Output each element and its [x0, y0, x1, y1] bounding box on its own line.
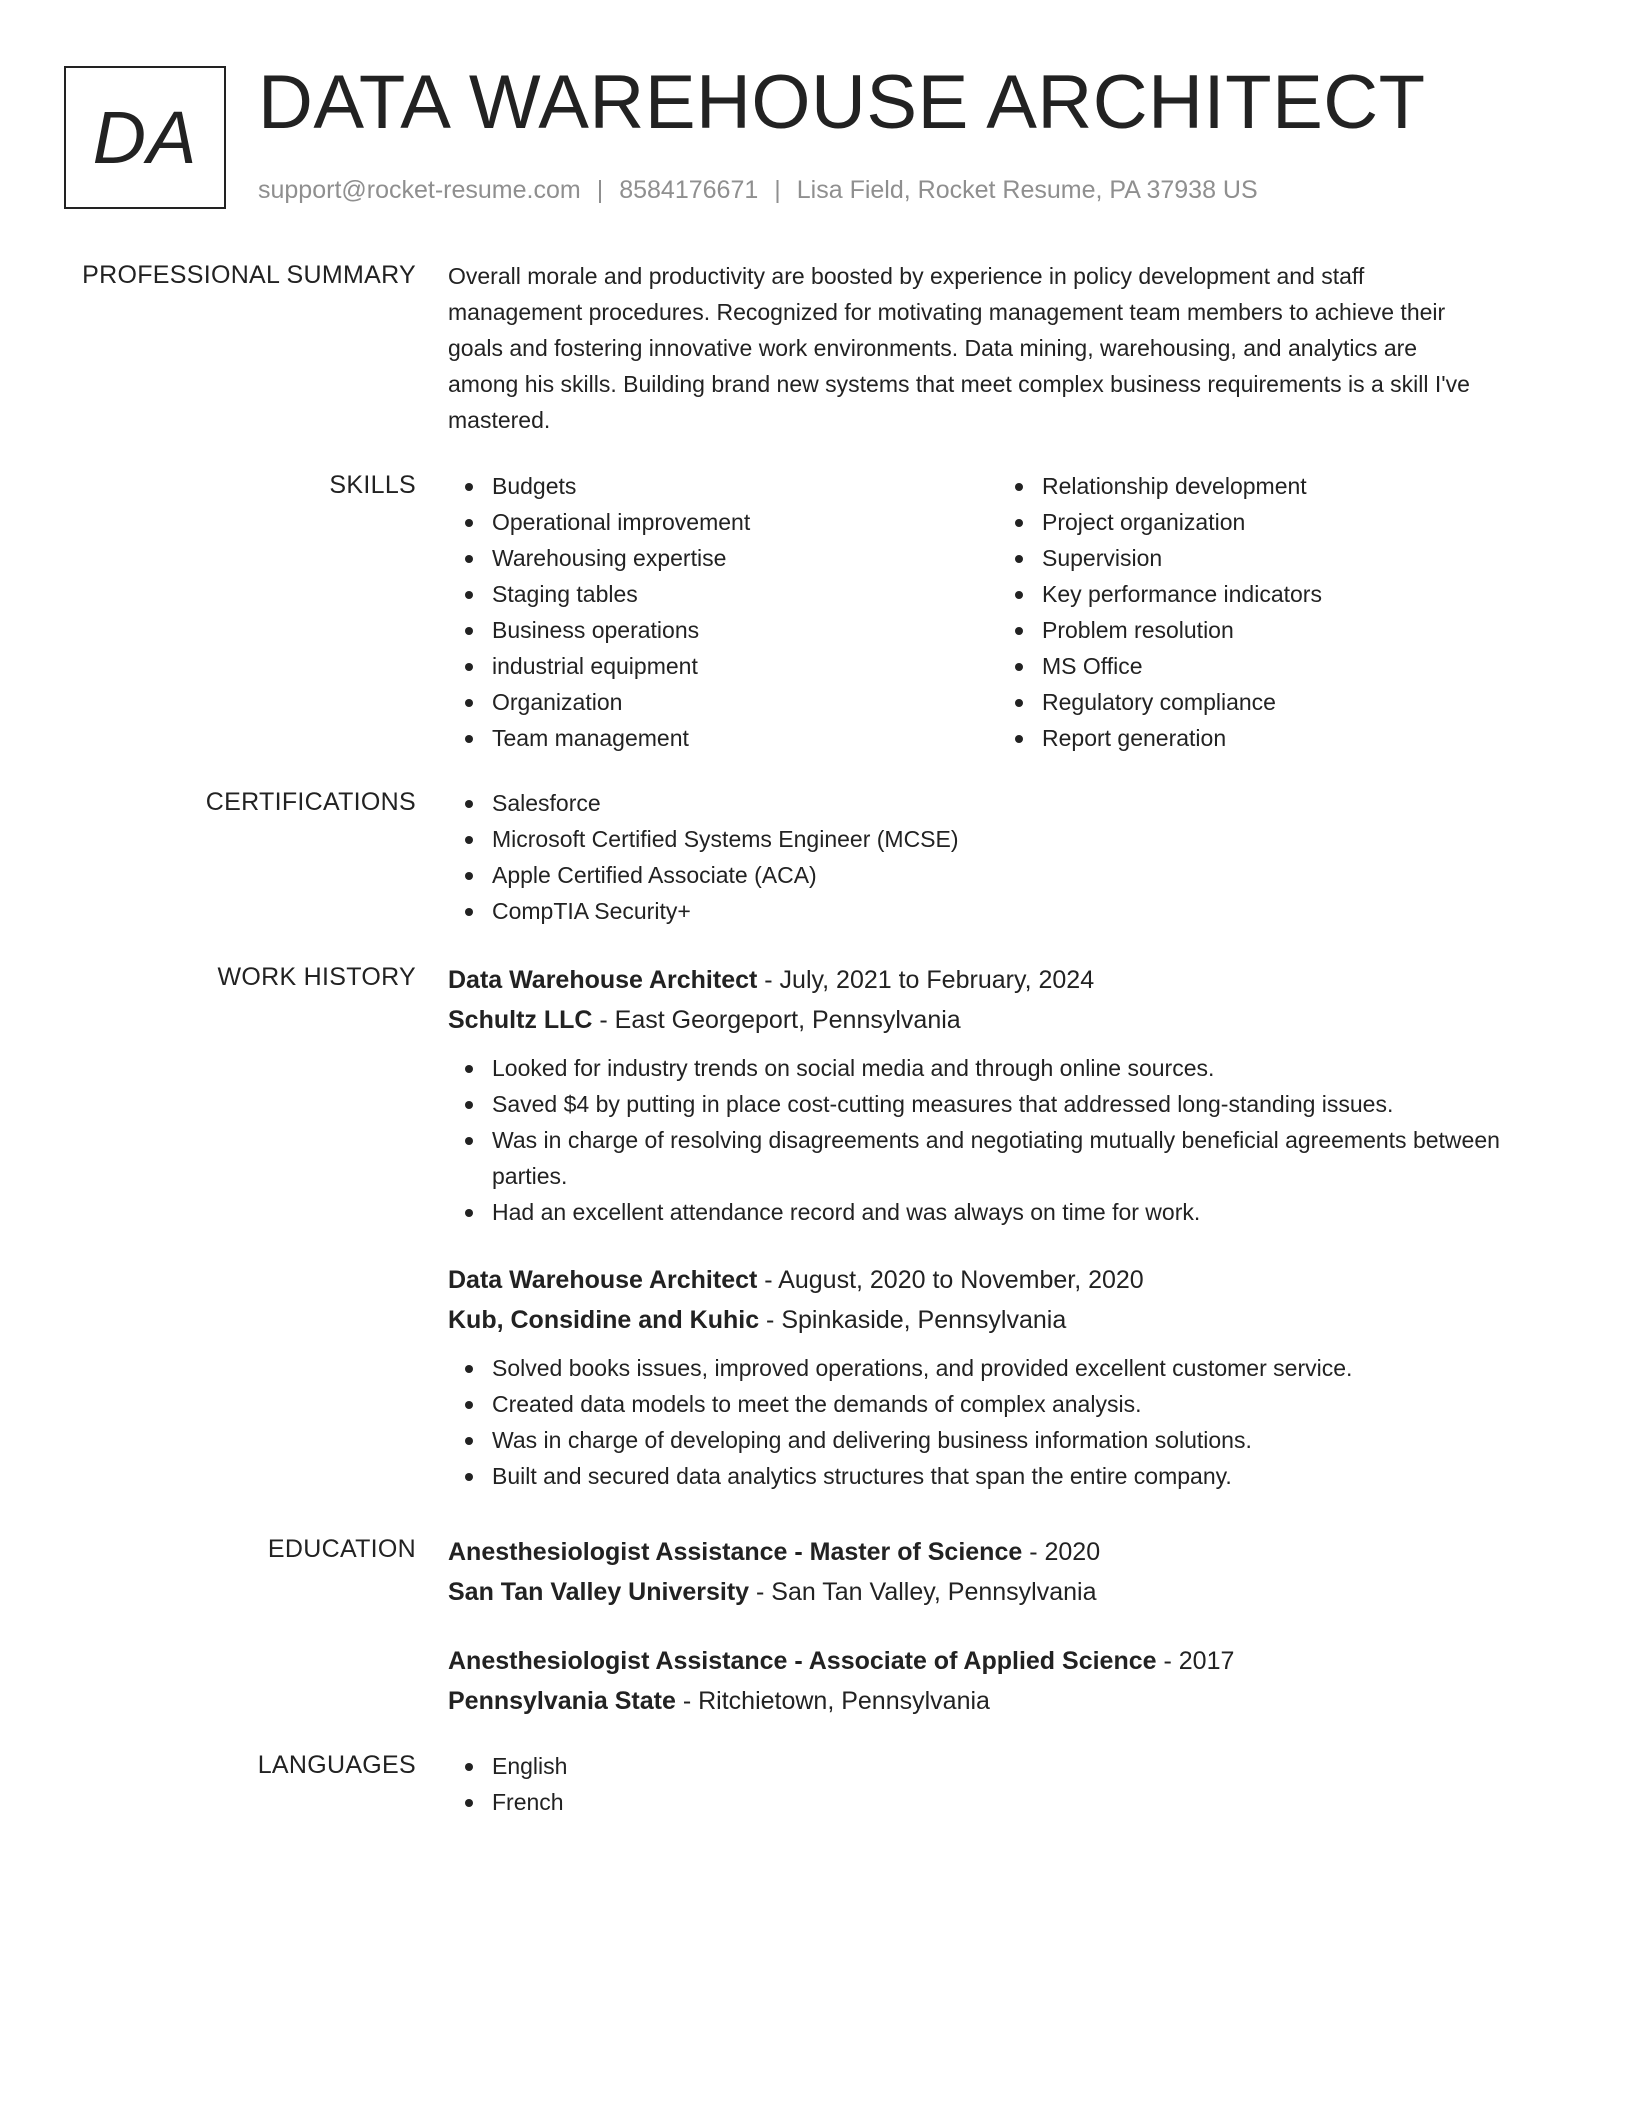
job-bullet-text: Built and secured data analytics structures that span the entire company.: [492, 1463, 1232, 1489]
skills-list-right: [998, 468, 1548, 756]
job-bullet: [448, 1194, 1568, 1230]
bullet-dot: [465, 663, 473, 671]
certification-item: [448, 785, 1568, 821]
bullet-dot: [1015, 591, 1023, 599]
skill-item: [448, 612, 998, 648]
certification-text: CompTIA Security+: [492, 898, 691, 924]
contact-separator: |: [774, 176, 781, 204]
degree-line: [448, 1641, 1568, 1681]
language-item: [448, 1784, 1568, 1820]
skill-text: Team management: [492, 725, 689, 751]
bullet-dot: [1015, 627, 1023, 635]
certification-item: [448, 857, 1568, 893]
education-entry: [448, 1532, 1568, 1612]
monogram-initials: DA: [92, 96, 198, 179]
bullet-dot: [1015, 519, 1023, 527]
skill-item: [998, 540, 1548, 576]
bullet-dot: [465, 483, 473, 491]
summary-line: among his skills. Building brand new systems that meet complex business requirements is a skill I've: [448, 371, 1470, 397]
job-location: - Spinkaside, Pennsylvania: [759, 1306, 1067, 1334]
certification-item: [448, 893, 1568, 929]
job-dates: - July, 2021 to February, 2024: [757, 966, 1095, 994]
job-bullet: [448, 1050, 1568, 1086]
job-entry: [448, 960, 1568, 1230]
skill-item: [998, 576, 1548, 612]
job-bullets: [448, 1050, 1568, 1230]
bullet-dot: [465, 1763, 473, 1771]
summary-line: Overall morale and productivity are boosted by experience in policy development and staff: [448, 263, 1365, 289]
bullet-dot: [465, 1401, 473, 1409]
section-label-summary: PROFESSIONAL SUMMARY: [82, 261, 416, 289]
summary-line: mastered.: [448, 407, 551, 433]
school-location: - Ritchietown, Pennsylvania: [675, 1687, 990, 1715]
language-text: French: [492, 1789, 564, 1815]
summary-text: [448, 258, 1568, 438]
job-bullets: [448, 1350, 1568, 1494]
job-title: Data Warehouse Architect: [448, 966, 758, 994]
job-bullet: [448, 1350, 1568, 1386]
degree: Anesthesiologist Assistance - Associate of Applied Science: [448, 1647, 1157, 1675]
resume-title: DATA WAREHOUSE ARCHITECT: [258, 60, 1426, 145]
job-title-line: [448, 960, 1568, 1000]
certification-item: [448, 821, 1568, 857]
school-line: [448, 1681, 1568, 1721]
job-bullet-text: Solved books issues, improved operations, and provided excellent customer service.: [492, 1355, 1353, 1381]
monogram-box: [64, 66, 226, 209]
skill-item: [998, 684, 1548, 720]
skill-item: [998, 504, 1548, 540]
job-entry: [448, 1260, 1568, 1494]
certifications-list: [448, 785, 1568, 929]
skill-text: Business operations: [492, 617, 700, 643]
job-dates: - August, 2020 to November, 2020: [757, 1266, 1144, 1294]
skill-text: Operational improvement: [492, 509, 751, 535]
bullet-dot: [465, 872, 473, 880]
section-label-education: EDUCATION: [267, 1535, 416, 1563]
language-item: [448, 1748, 1568, 1784]
skill-item: [998, 720, 1548, 756]
bullet-dot: [1015, 483, 1023, 491]
job-bullet: [448, 1086, 1568, 1122]
bullet-dot: [465, 1365, 473, 1373]
degree-line: [448, 1532, 1568, 1572]
job-bullet: [448, 1122, 1568, 1194]
bullet-dot: [465, 1065, 473, 1073]
contact-email: support@rocket-resume.com: [258, 176, 581, 204]
school: San Tan Valley University: [448, 1578, 750, 1606]
skill-text: Staging tables: [492, 581, 638, 607]
job-company: Schultz LLC: [448, 1006, 593, 1034]
school: Pennsylvania State: [448, 1687, 676, 1715]
contact-separator: |: [596, 176, 604, 204]
bullet-dot: [465, 1799, 473, 1807]
school-line: [448, 1572, 1568, 1612]
job-company: Kub, Considine and Kuhic: [448, 1306, 760, 1334]
skill-text: Supervision: [1042, 545, 1163, 571]
bullet-dot: [1015, 735, 1023, 743]
job-title-line: [448, 1260, 1568, 1300]
degree: Anesthesiologist Assistance - Master of Science: [448, 1538, 1023, 1566]
job-bullet-text: Saved $4 by putting in place cost-cutting measures that addressed long-standing issues.: [492, 1091, 1394, 1117]
skill-item: [998, 612, 1548, 648]
bullet-dot: [465, 1209, 473, 1217]
bullet-dot: [465, 800, 473, 808]
contact-line: [258, 174, 1258, 206]
section-label-languages: LANGUAGES: [257, 1751, 416, 1779]
school-location: - San Tan Valley, Pennsylvania: [749, 1578, 1097, 1606]
bullet-dot: [465, 519, 473, 527]
job-bullet-text: Had an excellent attendance record and was always on time for work.: [492, 1199, 1201, 1225]
skills-columns: [448, 468, 1568, 756]
job-bullet: [448, 1422, 1568, 1458]
language-text: English: [492, 1753, 568, 1779]
section-label-skills: SKILLS: [329, 471, 416, 499]
summary-line: goals and fostering innovative work environments. Data mining, warehousing, and analytics are: [448, 335, 1418, 361]
skill-item: [448, 684, 998, 720]
skill-item: [448, 540, 998, 576]
job-bullet: [448, 1386, 1568, 1422]
skill-text: Relationship development: [1042, 473, 1307, 499]
skill-text: MS Office: [1042, 653, 1143, 679]
job-company-line: [448, 1000, 1568, 1040]
bullet-dot: [465, 555, 473, 563]
skill-text: Warehousing expertise: [492, 545, 727, 571]
bullet-dot: [1015, 555, 1023, 563]
education-entries: [448, 1532, 1568, 1721]
job-bullet-text: Was in charge of developing and delivering business information solutions.: [492, 1427, 1252, 1453]
job-bullet: [448, 1458, 1568, 1494]
skill-item: [448, 504, 998, 540]
bullet-dot: [465, 591, 473, 599]
bullet-dot: [1015, 699, 1023, 707]
bullet-dot: [465, 1137, 473, 1145]
skill-text: Project organization: [1042, 509, 1246, 535]
skill-text: Key performance indicators: [1042, 581, 1322, 607]
job-company-line: [448, 1300, 1568, 1340]
job-bullet-text: Was in charge of resolving disagreements and negotiating mutually beneficial agreements between parties.: [492, 1127, 1500, 1189]
bullet-dot: [465, 1437, 473, 1445]
skill-item: [998, 468, 1548, 504]
bullet-dot: [465, 699, 473, 707]
certification-text: Microsoft Certified Systems Engineer (MCSE): [492, 826, 959, 852]
degree-year: - 2017: [1156, 1647, 1235, 1675]
job-bullet-text: Looked for industry trends on social media and through online sources.: [492, 1055, 1215, 1081]
skill-item: [448, 720, 998, 756]
skill-text: Problem resolution: [1042, 617, 1234, 643]
skills-list-left: [448, 468, 998, 756]
work-entries: [448, 960, 1568, 1494]
bullet-dot: [465, 627, 473, 635]
skill-text: Report generation: [1042, 725, 1227, 751]
summary-line: management procedures. Recognized for motivating management team members to achieve their: [448, 299, 1446, 325]
job-bullet-text: Created data models to meet the demands of complex analysis.: [492, 1391, 1142, 1417]
contact-phone: 8584176671: [619, 176, 759, 204]
section-label-work: WORK HISTORY: [217, 963, 416, 991]
skill-item: [448, 468, 998, 504]
skill-item: [448, 648, 998, 684]
bullet-dot: [465, 735, 473, 743]
bullet-dot: [1015, 663, 1023, 671]
job-title: Data Warehouse Architect: [448, 1266, 758, 1294]
job-location: - East Georgeport, Pennsylvania: [592, 1006, 961, 1034]
bullet-dot: [465, 836, 473, 844]
education-entry: [448, 1641, 1568, 1721]
certification-text: Salesforce: [492, 790, 601, 816]
contact-address: Lisa Field, Rocket Resume, PA 37938 US: [796, 176, 1258, 204]
skill-text: Budgets: [492, 473, 577, 499]
bullet-dot: [465, 1101, 473, 1109]
bullet-dot: [465, 1473, 473, 1481]
skill-item: [448, 576, 998, 612]
degree-year: - 2020: [1022, 1538, 1101, 1566]
skill-text: industrial equipment: [492, 653, 698, 679]
skill-text: Regulatory compliance: [1042, 689, 1276, 715]
section-label-certifications: CERTIFICATIONS: [205, 788, 416, 816]
certification-text: Apple Certified Associate (ACA): [492, 862, 817, 888]
skill-text: Organization: [492, 689, 623, 715]
skill-item: [998, 648, 1548, 684]
languages-list: [448, 1748, 1568, 1820]
bullet-dot: [465, 908, 473, 916]
